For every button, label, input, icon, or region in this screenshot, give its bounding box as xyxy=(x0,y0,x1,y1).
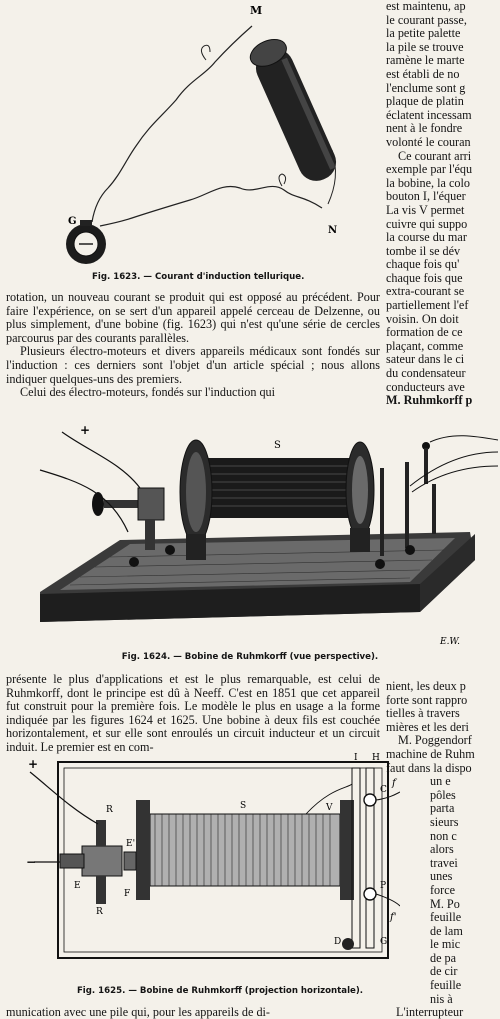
coil-body xyxy=(196,458,356,518)
text-line: chaque fois qu' xyxy=(386,257,460,272)
label-e-prime: E' xyxy=(126,839,136,849)
paragraph: rotation, un nouveau courant se produit qui est opposé au précédent. Pour faire l'expérience, on se sert d'un appareil appelé cerceau de Delzenne, ou plus simplement, d'une bobine (fig. 1623) qui n'est qu'une série de cercles parcourus par des courants parallèles. xyxy=(6,290,380,345)
text-line: forte sont rappro xyxy=(386,692,468,707)
text-line: pôles xyxy=(430,787,456,802)
text-line: est maintenu, ap xyxy=(386,0,466,13)
text-line: partiellement l'ef xyxy=(386,298,469,313)
text-line: mières et les deri xyxy=(386,719,469,734)
label-d: D xyxy=(334,937,342,947)
left-column-top xyxy=(6,291,380,400)
label-c: C xyxy=(380,785,387,795)
text-line: force xyxy=(430,882,456,897)
text-line: alors xyxy=(430,842,454,857)
text-line: conducteurs ave xyxy=(386,379,465,394)
label-f: F xyxy=(124,889,131,899)
text-line: nent à le fondre xyxy=(386,121,463,136)
label-plus: + xyxy=(80,423,91,437)
right-column-top xyxy=(386,0,500,418)
engraver-signature: E.W. xyxy=(440,637,460,647)
text-line: chaque fois que xyxy=(386,270,463,285)
label-f-prime-wire: f' xyxy=(390,912,397,923)
fig-1623-illustration xyxy=(0,0,380,275)
label-minus: − xyxy=(26,855,37,869)
text-line: formation de ce xyxy=(386,325,463,340)
text-line: plaçant, comme xyxy=(386,338,464,353)
fig-1623-caption: Fig. 1623. — Courant d'induction tellurique. xyxy=(92,272,305,282)
label-s: S xyxy=(274,440,281,451)
text-line: un e xyxy=(430,774,451,789)
text-line: cuivre qui suppo xyxy=(386,216,468,231)
bottom-line-left: munication avec une pile qui, pour les appareils de di- xyxy=(6,1006,270,1019)
label-f-wire: f xyxy=(392,778,396,789)
text-line: bouton I, l'équer xyxy=(386,189,466,204)
text-line: sateur dans le ci xyxy=(386,352,465,367)
text-line: la bobine, la colo xyxy=(386,175,470,190)
text-line: de pa xyxy=(430,950,457,965)
text-line: M. Po xyxy=(430,896,460,911)
label-r-top: R xyxy=(106,805,113,815)
text-line: M. Ruhmkorff p xyxy=(386,393,473,408)
text-line: faut dans la dispo xyxy=(386,760,472,775)
fig-1624-caption: Fig. 1624. — Bobine de Ruhmkorff (vue perspective). xyxy=(121,652,379,662)
text-line: tombe il se dév xyxy=(386,243,461,258)
text-line: la petite palette xyxy=(386,26,461,41)
text-line: exemple par l'équ xyxy=(386,162,473,177)
label-g: G xyxy=(380,937,388,947)
text-line: Ce courant arri xyxy=(398,148,472,163)
text-line: unes xyxy=(430,869,453,884)
magnet-bar xyxy=(246,34,342,186)
label-plus: + xyxy=(28,757,39,771)
text-line: non c xyxy=(430,828,457,843)
text-line: est établi de no xyxy=(386,66,460,81)
text-line: le mic xyxy=(430,937,461,952)
text-line: travei xyxy=(430,855,458,870)
bottom-line-right: L'interrupteur xyxy=(396,1006,464,1019)
paragraph: Plusieurs électro-moteurs et divers appareils médicaux sont fondés sur l'induction : ces derniers sont l'objet d'un article spécial ; nous allons indiquer quelques-uns des premiers. xyxy=(6,344,380,386)
text-line: sieurs xyxy=(430,814,459,829)
text-line: l'enclume sont g xyxy=(386,80,466,95)
label-i: I xyxy=(354,753,358,763)
text-line: de lam xyxy=(430,923,463,938)
text-line: extra-courant se xyxy=(386,284,465,299)
text-line: nient, les deux p xyxy=(386,680,466,693)
right-column-mid xyxy=(386,680,500,1006)
text-line: la course du mar xyxy=(386,230,467,245)
paragraph: présente le plus d'applications et est le plus remarquable, est celui de Ruhmkorff, dont le principe est dû à Neeff. C'est en 1851 que cet appareil fut construit pour la première fois. Le modèle le plus en usage a la forme indiquée par les figures 1624 et 1625. Une bobine à deux fils est couchée horizontalement, et sur elle sont enroulés un circuit inducteur et un circuit induit. Le premier est en com- xyxy=(6,672,380,754)
text-line: M. Poggendorf xyxy=(398,733,472,748)
text-line: voisin. On doit xyxy=(386,311,459,326)
label-e: E xyxy=(74,881,81,891)
wire-lower xyxy=(100,186,322,226)
fig-1625-caption: Fig. 1625. — Bobine de Ruhmkorff (projection horizontale). xyxy=(76,986,364,996)
text-line: plaque de platin xyxy=(386,94,464,109)
text-line: feuille xyxy=(430,978,462,993)
wire-upper xyxy=(92,26,252,222)
text-line: volonté le couran xyxy=(386,134,471,149)
text-line: du condensateur xyxy=(386,366,466,381)
label-s: S xyxy=(240,801,247,811)
label-p: P xyxy=(380,881,387,891)
text-line: parta xyxy=(430,801,455,816)
label-h: H xyxy=(372,753,380,763)
label-v: V xyxy=(326,803,333,813)
paragraph: Celui des électro-moteurs, fondés sur l'induction qui xyxy=(20,385,276,400)
text-line: nis à xyxy=(430,991,453,1006)
label-m: M xyxy=(250,4,263,17)
label-n: N xyxy=(328,225,338,236)
text-line: machine de Ruhm xyxy=(386,746,475,761)
text-line: la pile se trouve xyxy=(386,39,464,54)
text-line: tielles à travers xyxy=(386,706,460,721)
text-line: éclatent incessam xyxy=(386,107,472,122)
text-line: feuille xyxy=(430,910,462,925)
label-r-bottom: R xyxy=(96,907,103,917)
fig-1624-illustration xyxy=(0,422,500,650)
coil-body xyxy=(150,814,340,886)
label-g: G xyxy=(68,216,77,227)
text-line: de cir xyxy=(430,964,458,979)
text-line: ramène le marte xyxy=(386,53,465,68)
fig-1625-illustration xyxy=(0,748,400,974)
left-column-mid xyxy=(6,673,380,755)
text-line: La vis V permet xyxy=(386,202,465,217)
text-line: le courant passe, xyxy=(386,12,467,27)
